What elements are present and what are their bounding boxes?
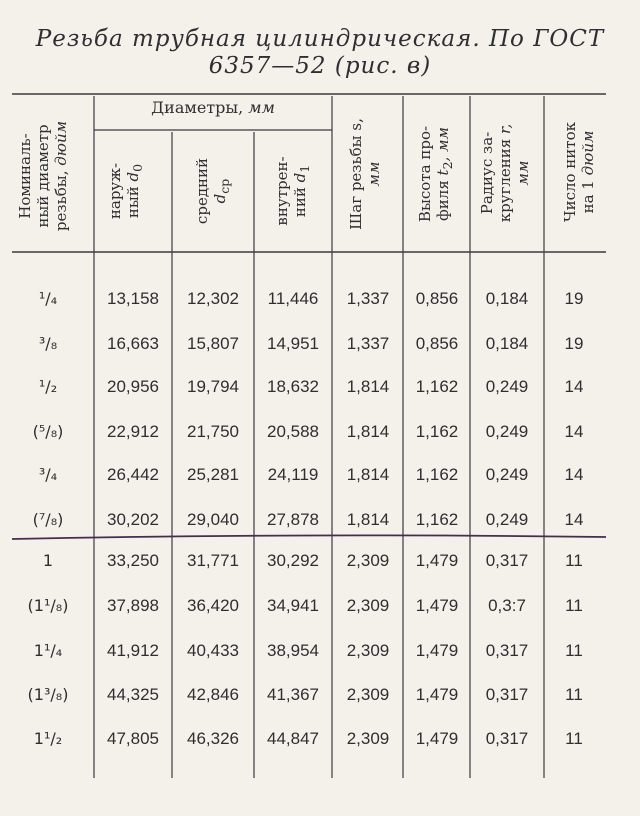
cell-threads: 14 xyxy=(564,377,584,396)
header-middle xyxy=(193,133,233,249)
header-radius-line2 xyxy=(496,96,514,250)
cell-nominal: 1¹/₂ xyxy=(33,729,63,748)
cell-threads: 19 xyxy=(564,289,584,308)
header-diameters-label: Диаметры, xyxy=(151,98,249,117)
cell-middle: 19,794 xyxy=(187,377,239,396)
header-pitch-unit: мм xyxy=(365,161,383,187)
cell-pitch: 1,337 xyxy=(346,334,390,353)
cell-threads: 11 xyxy=(565,641,583,660)
cell-pitch: 1,814 xyxy=(346,465,390,484)
header-middle-line2 xyxy=(211,133,234,249)
cell-outer: 30,202 xyxy=(107,510,159,529)
title-line-1: Резьба трубная цилиндрическая. По ГОСТ xyxy=(35,26,605,52)
cell-middle: 42,846 xyxy=(187,685,239,704)
cell-inner: 38,954 xyxy=(267,641,319,660)
pencil-divider-line xyxy=(12,535,606,539)
header-radius-unit: мм xyxy=(514,160,532,186)
cell-outer: 20,956 xyxy=(107,377,159,396)
cell-nominal: (1¹/₈) xyxy=(27,596,69,615)
header-inner-line2-text: ний xyxy=(291,182,309,218)
cell-inner: 30,292 xyxy=(267,551,319,570)
cell-pitch: 1,814 xyxy=(346,422,390,441)
cell-profile: 1,162 xyxy=(415,465,459,484)
cell-radius: 0,317 xyxy=(485,729,529,748)
cell-profile: 1,479 xyxy=(415,729,459,748)
header-diameters-unit: мм xyxy=(248,98,275,117)
cell-outer: 22,912 xyxy=(107,422,159,441)
cell-threads: 14 xyxy=(564,465,584,484)
cell-inner: 34,941 xyxy=(267,596,319,615)
cell-threads: 14 xyxy=(564,510,584,529)
cell-pitch: 2,309 xyxy=(346,685,390,704)
cell-radius: 0,249 xyxy=(485,510,529,529)
cell-profile: 1,162 xyxy=(415,510,459,529)
cell-profile: 1,162 xyxy=(415,422,459,441)
cell-middle: 36,420 xyxy=(187,596,239,615)
header-outer-symbol: d xyxy=(124,171,142,182)
cell-outer: 37,898 xyxy=(107,596,159,615)
cell-pitch: 2,309 xyxy=(346,596,390,615)
cell-inner: 44,847 xyxy=(267,729,319,748)
cell-nominal: ³/₈ xyxy=(38,334,58,353)
header-profile-sub: 2 xyxy=(440,161,455,170)
cell-pitch: 1,814 xyxy=(346,510,390,529)
cell-middle: 12,302 xyxy=(187,289,239,308)
cell-pitch: 1,814 xyxy=(346,377,390,396)
cell-inner: 41,367 xyxy=(267,685,319,704)
cell-profile: 1,479 xyxy=(415,596,459,615)
header-nominal-unit: дюйм xyxy=(52,120,70,166)
cell-inner: 11,446 xyxy=(267,289,319,308)
cell-inner: 14,951 xyxy=(267,334,319,353)
header-threads-unit: дюйм xyxy=(579,130,597,176)
header-nominal xyxy=(16,101,74,251)
header-profile-line1: Высота про- xyxy=(416,125,434,223)
header-outer-line2 xyxy=(124,133,147,249)
header-diameters xyxy=(94,98,332,118)
header-profile-symbol: t xyxy=(434,169,452,176)
header-nominal-line3 xyxy=(52,101,70,251)
cell-nominal: ¹/₂ xyxy=(38,377,58,396)
header-nominal-line1: Номиналь- xyxy=(16,133,34,219)
cell-radius: 0,184 xyxy=(485,334,529,353)
cell-profile: 0,856 xyxy=(415,289,459,308)
cell-radius: 0,184 xyxy=(485,289,529,308)
cell-outer: 41,912 xyxy=(107,641,159,660)
cell-inner: 24,119 xyxy=(267,465,319,484)
header-threads xyxy=(561,95,601,249)
header-profile xyxy=(416,97,456,251)
header-radius xyxy=(478,96,536,250)
header-profile-line2 xyxy=(434,97,457,251)
header-radius-line1: Радиус за- xyxy=(478,131,496,215)
cell-middle: 21,750 xyxy=(187,422,239,441)
cell-pitch: 2,309 xyxy=(346,729,390,748)
cell-outer: 47,805 xyxy=(107,729,159,748)
cell-middle: 46,326 xyxy=(187,729,239,748)
header-profile-line2-text: филя xyxy=(434,175,452,221)
header-inner xyxy=(273,133,313,249)
cell-radius: 0,317 xyxy=(485,685,529,704)
cell-radius: 0,3:7 xyxy=(488,596,526,615)
cell-profile: 1,162 xyxy=(415,377,459,396)
header-inner-line1: внутрен- xyxy=(273,156,291,226)
cell-outer: 44,325 xyxy=(107,685,159,704)
cell-profile: 0,856 xyxy=(415,334,459,353)
cell-inner: 18,632 xyxy=(267,377,319,396)
cell-threads: 19 xyxy=(564,334,584,353)
cell-nominal: ¹/₄ xyxy=(38,289,58,308)
header-inner-sub: 1 xyxy=(297,164,312,173)
header-outer-line1: наруж- xyxy=(106,162,124,220)
header-nominal-line2: ный диаметр xyxy=(34,124,52,228)
header-threads-line1: Число ниток xyxy=(561,121,579,223)
cell-profile: 1,479 xyxy=(415,551,459,570)
cell-radius: 0,249 xyxy=(485,465,529,484)
cell-radius: 0,249 xyxy=(485,422,529,441)
cell-pitch: 2,309 xyxy=(346,641,390,660)
cell-nominal: (⁵/₈) xyxy=(32,422,64,441)
cell-radius: 0,249 xyxy=(485,377,529,396)
header-threads-line2 xyxy=(579,95,597,249)
header-outer-line2-text: ный xyxy=(124,181,142,219)
cell-nominal: 1¹/₄ xyxy=(33,641,63,660)
cell-pitch: 1,337 xyxy=(346,289,390,308)
cell-profile: 1,479 xyxy=(415,641,459,660)
header-inner-symbol: d xyxy=(291,172,309,183)
header-nominal-line3-text: резьбы, xyxy=(52,165,70,232)
header-middle-symbol: d xyxy=(211,193,229,204)
header-radius-line2-text: кругления xyxy=(496,134,514,223)
header-outer xyxy=(106,133,146,249)
cell-threads: 11 xyxy=(565,551,583,570)
header-radius-symbol: r, xyxy=(496,123,514,134)
cell-nominal: ³/₄ xyxy=(38,465,58,484)
cell-threads: 11 xyxy=(565,729,583,748)
header-inner-line2 xyxy=(291,133,314,249)
header-threads-line2-text: на 1 xyxy=(579,175,597,214)
cell-middle: 31,771 xyxy=(187,551,239,570)
cell-pitch: 2,309 xyxy=(346,551,390,570)
header-outer-sub: 0 xyxy=(130,163,145,172)
header-middle-sub: ср xyxy=(217,178,232,194)
cell-inner: 20,588 xyxy=(267,422,319,441)
header-radius-line3 xyxy=(514,96,532,250)
cell-nominal: 1 xyxy=(42,551,54,570)
header-middle-line1: средний xyxy=(193,157,211,225)
header-pitch-line1: Шаг резьбы s, xyxy=(347,118,365,230)
cell-outer: 13,158 xyxy=(107,289,159,308)
cell-threads: 14 xyxy=(564,422,584,441)
cell-nominal: (1³/₈) xyxy=(27,685,69,704)
cell-threads: 11 xyxy=(565,596,583,615)
header-profile-unit: , мм xyxy=(434,127,452,162)
cell-outer: 33,250 xyxy=(107,551,159,570)
cell-radius: 0,317 xyxy=(485,551,529,570)
cell-nominal: (⁷/₈) xyxy=(32,510,64,529)
cell-radius: 0,317 xyxy=(485,641,529,660)
cell-outer: 16,663 xyxy=(107,334,159,353)
cell-middle: 40,433 xyxy=(187,641,239,660)
cell-middle: 25,281 xyxy=(187,465,239,484)
title-line-2: 6357—52 (рис. в) xyxy=(208,53,432,79)
cell-middle: 15,807 xyxy=(187,334,239,353)
cell-outer: 26,442 xyxy=(107,465,159,484)
header-pitch xyxy=(347,97,387,251)
cell-threads: 11 xyxy=(565,685,583,704)
cell-inner: 27,878 xyxy=(267,510,319,529)
cell-middle: 29,040 xyxy=(187,510,239,529)
cell-profile: 1,479 xyxy=(415,685,459,704)
header-pitch-line2 xyxy=(365,97,383,251)
